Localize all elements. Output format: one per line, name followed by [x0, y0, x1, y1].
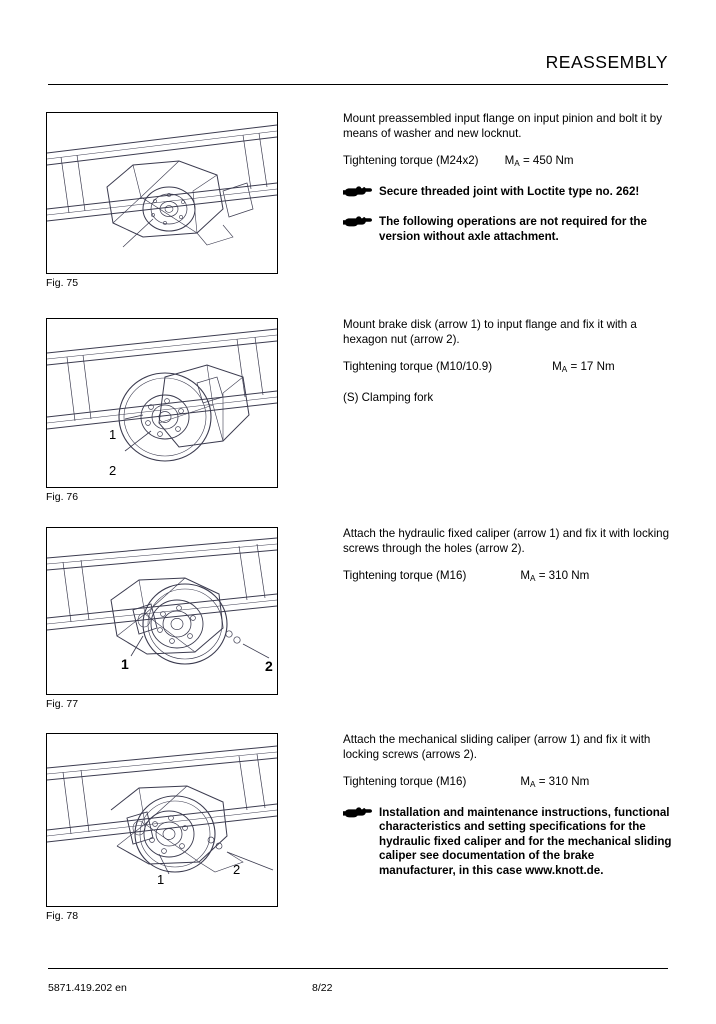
figure-image-75 [46, 112, 278, 274]
pointing-hand-icon [343, 806, 373, 820]
torque-spec [343, 154, 673, 172]
torque-subscript: A [514, 159, 520, 168]
torque-spec [343, 360, 673, 378]
torque-value: = 450 Nm [522, 154, 574, 167]
figure-caption-78: Fig. 78 [46, 910, 79, 922]
axle-illustration-77 [47, 528, 277, 694]
torque-spec [343, 775, 673, 793]
footer-divider [48, 968, 668, 969]
note-text: The following operations are not required for the version without axle attachment. [379, 215, 647, 243]
torque-symbol: M [520, 775, 530, 788]
text-block-78 [343, 733, 673, 878]
axle-illustration-75 [47, 113, 277, 273]
figure-block-78 [46, 733, 278, 922]
callout-1: 1 [121, 656, 129, 672]
callout-2: 2 [233, 862, 241, 877]
instruction-text: Mount preassembled input flange on input pinion and bolt it by means of washer and new locknut. [343, 112, 663, 140]
torque-symbol: M [552, 360, 562, 373]
pointing-hand-icon [343, 215, 373, 229]
text-block-77 [343, 527, 673, 600]
torque-spec [343, 569, 673, 587]
note-axle-attachment [343, 215, 673, 244]
document-number: 5871.419.202 en [48, 982, 127, 994]
pointing-hand-icon [343, 185, 373, 199]
figure-block-77 [46, 527, 278, 710]
figure-block-76 [46, 318, 278, 503]
note-loctite [343, 185, 673, 200]
page-title: REASSEMBLY [545, 52, 668, 72]
torque-value: = 310 Nm [538, 775, 590, 788]
torque-label: Tightening torque (M16) [343, 775, 467, 788]
figure-image-78 [46, 733, 278, 907]
torque-label: Tightening torque (M16) [343, 569, 467, 582]
torque-value: = 17 Nm [570, 360, 615, 373]
clamping-fork-text: (S) Clamping fork [343, 390, 434, 404]
callout-1: 1 [109, 427, 117, 442]
header-divider [48, 84, 668, 85]
torque-label: Tightening torque (M24x2) [343, 154, 479, 167]
instruction-text: Attach the hydraulic fixed caliper (arrow 1) and fix it with locking screws through the holes (arrow 2). [343, 527, 670, 555]
torque-subscript: A [561, 365, 568, 374]
note-brake-manufacturer [343, 806, 673, 879]
callout-1: 1 [157, 872, 165, 887]
axle-illustration-76 [47, 319, 277, 487]
instruction-text: Attach the mechanical sliding caliper (arrow 1) and fix it with locking screws (arrows 2). [343, 733, 651, 761]
page-number: 8/22 [312, 982, 333, 994]
torque-label: Tightening torque (M10/10.9) [343, 360, 493, 373]
torque-subscript: A [529, 574, 536, 583]
callout-2: 2 [265, 658, 273, 674]
instruction-text: Mount brake disk (arrow 1) to input flange and fix it with a hexagon nut (arrow 2). [343, 318, 637, 346]
figure-image-76 [46, 318, 278, 488]
torque-value: = 310 Nm [538, 569, 590, 582]
figure-caption-75: Fig. 75 [46, 277, 79, 289]
note-text: Secure threaded joint with Loctite type no. 262! [379, 184, 640, 198]
text-block-76 [343, 318, 673, 405]
text-block-75 [343, 112, 673, 244]
figure-caption-76: Fig. 76 [46, 491, 79, 503]
figure-caption-77: Fig. 77 [46, 698, 79, 710]
callout-2: 2 [109, 463, 117, 478]
note-text: Installation and maintenance instructions, functional characteristics and setting specifications for the hydraulic fixed caliper and for the mechanical sliding caliper see documentation of the brake manufacturer, in this case www.knott.de. [379, 805, 672, 877]
figure-block-75 [46, 112, 278, 289]
torque-symbol: M [520, 569, 530, 582]
torque-symbol: M [504, 154, 515, 167]
figure-image-77 [46, 527, 278, 695]
torque-subscript: A [529, 780, 536, 789]
